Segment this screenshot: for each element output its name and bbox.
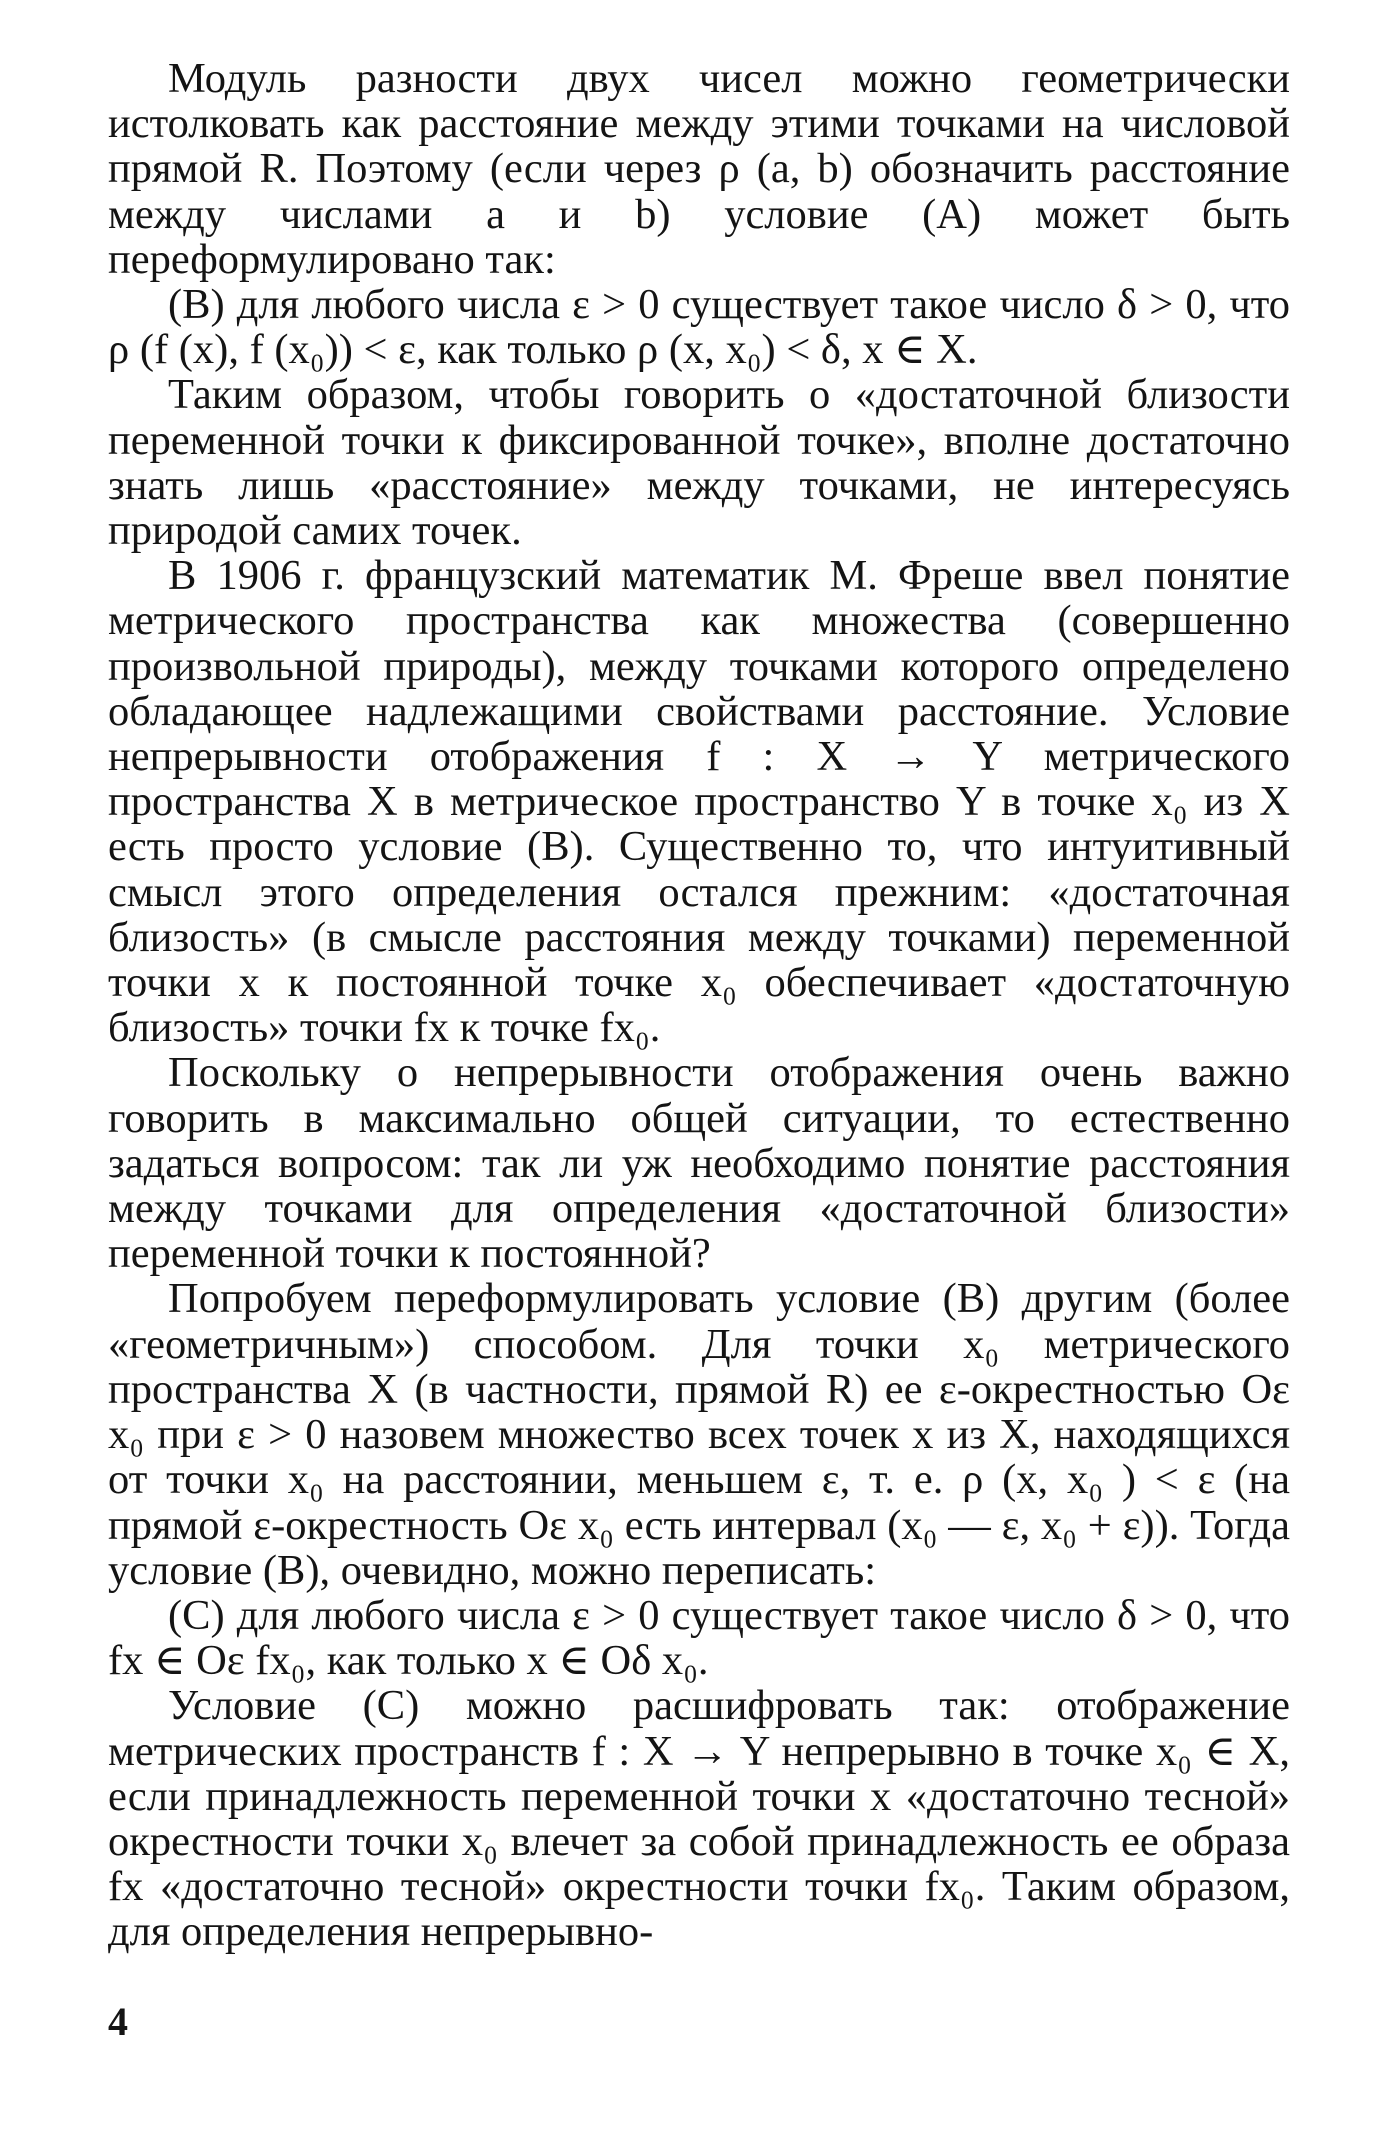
paragraph-neighborhood: Попробуем переформулировать условие (B) другим (более «геометричным») способом. Для точки x₀ метрического пространства X (в частности, прямой R) ее ε-окрестностью Oε x₀ при ε > 0 назовем множество всех точек x из X, находящихся от точки x₀ на расстоянии, меньшем ε, т. е. ρ (x, x₀ ) < ε (на прямой ε-окрестность Oε x₀ есть интервал (x₀ — ε, x₀ + ε)). Тогда условие (B), очевидно, можно переписать: bbox=[108, 1275, 1290, 1594]
page-body bbox=[108, 56, 1290, 1955]
condition-c: (C) для любого числа ε > 0 существует такое число δ > 0, что fx ∈ Oε fx₀, как только x ∈ Oδ x₀. bbox=[108, 1591, 1290, 1685]
paragraph-frechet: В 1906 г. французский математик М. Фреше ввел понятие метрического пространства как множества (совершенно произвольной природы), между точками которого определено обладающее надлежащими свойствами расстояние. Условие непрерывности отображения f : X → Y метрического пространства X в метрическое пространство Y в точке x₀ из X есть просто условие (B). Существенно то, что интуитивный смысл этого определения остался прежним: «достаточная близость» (в смысле расстояния между точками) переменной точки x к постоянной точке x₀ обеспечивает «достаточную близость» точки fx к точке fx₀. bbox=[108, 552, 1290, 1052]
page-number: 4 bbox=[108, 1999, 128, 2044]
paragraph-generality: Поскольку о непрерывности отображения очень важно говорить в максимально общей ситуации, то естественно задаться вопросом: так ли уж необходимо понятие расстояния между точками для определения «достаточной близости» переменной точки к постоянной? bbox=[108, 1049, 1290, 1278]
paragraph-decoding: Условие (C) можно расшифровать так: отображение метрических пространств f : X → Y непрерывно в точке x₀ ∈ X, если принадлежность переменной точки x «достаточно тесной» окрестности точки x₀ влечет за собой принадлежность ее образа fx «достаточно тесной» окрестности точки fx₀. Таким образом, для определения непрерывно- bbox=[108, 1682, 1290, 1956]
paragraph-distance: Модуль разности двух чисел можно геометрически истолковать как расстояние между этими точками на числовой прямой R. Поэтому (если через ρ (a, b) обозначить расстояние между числами a и b) условие (A) может быть переформулировано так: bbox=[108, 55, 1290, 283]
paragraph-closeness: Таким образом, чтобы говорить о «достаточной близости переменной точки к фиксированной точке», вполне достаточно знать лишь «расстояние» между точками, не интересуясь природой самих точек. bbox=[108, 371, 1290, 555]
condition-b: (B) для любого числа ε > 0 существует такое число δ > 0, что ρ (f (x), f (x₀)) < ε, как только ρ (x, x₀) < δ, x ∈ X. bbox=[108, 281, 1290, 374]
